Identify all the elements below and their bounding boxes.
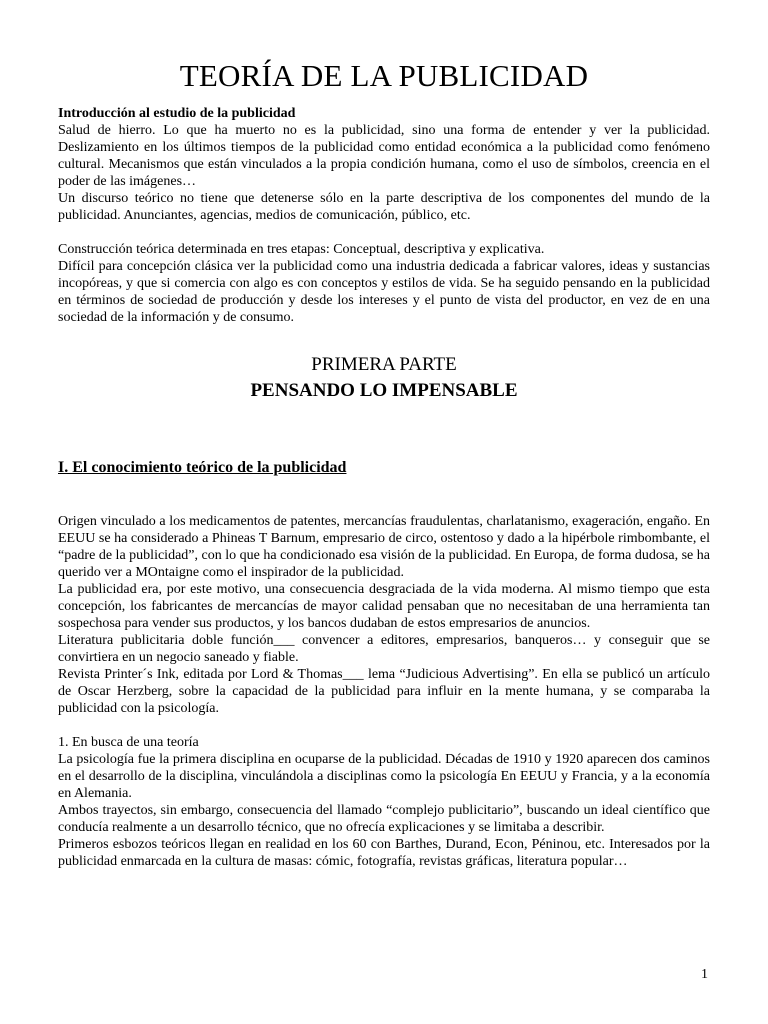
chapter-paragraph: La publicidad era, por este motivo, una consecuencia desgraciada de la vida moderna. Al mismo tiempo que esta concepción, los fabricantes de mercancías de mayor calidad pensaban que no necesitaban de una herramienta tan sospechosa para vender sus productos, y los bancos dudaban de estos empresarios de anuncios. (58, 582, 710, 631)
chapter-heading: I. El conocimiento teórico de la publicidad (58, 459, 347, 476)
part-title: PRIMERA PARTE (311, 354, 457, 375)
part-subtitle: PENSANDO LO IMPENSABLE (250, 380, 518, 401)
intro-paragraph: Salud de hierro. Lo que ha muerto no es la publicidad, sino una forma de entender y ver la publicidad. Deslizamiento en los últimos tiempos de la publicidad como entidad económica a la publicidad como fenómeno cultural. Mecanismos que están vinculados a la propia condición humana, como el uso de símbolos, creencia en el poder de las imágenes… (58, 123, 710, 189)
section-paragraph: La psicología fue la primera disciplina en ocuparse de la publicidad. Décadas de 1910 y 1920 aparecen dos caminos en el desarrollo de la disciplina, vinculándola a disciplinas como la psicología En EEUU y Francia, y a la economía en Alemania. (58, 752, 710, 801)
chapter-paragraph: Revista Printer´s Ink, editada por Lord & Thomas___ lema “Judicious Advertising”. En ella se publicó un artículo de Oscar Herzberg, sobre la capacidad de la publicidad para influir en la mente humana, y se comparaba la publicidad con la psicología. (58, 667, 710, 716)
paragraph-spacer (58, 224, 710, 241)
intro-paragraph: Un discurso teórico no tiene que detenerse sólo en la parte descriptiva de los componentes del mundo de la publicidad. Anunciantes, agencias, medios de comunicación, público, etc. (58, 191, 710, 223)
paragraph-spacer (58, 478, 710, 513)
intro-heading: Introducción al estudio de la publicidad (58, 106, 296, 121)
page-number: 1 (701, 967, 708, 982)
section-paragraph: Ambos trayectos, sin embargo, consecuencia del llamado “complejo publicitario”, buscando un ideal científico que conducía realmente a un desarrollo técnico, que no ofrecía explicaciones y se limitaba a describir. (58, 803, 710, 835)
chapter-paragraph: Origen vinculado a los medicamentos de patentes, mercancías fraudulentas, charlatanismo, exageración, engaño. En EEUU se ha considerado a Phineas T Barnum, empresario de circo, ostentoso y dado a la hipérbole rimbombante, el “padre de la publicidad”, con lo que ha condicionado esa visión de la publicidad. En Europa, de forma dudosa, se ha querido ver a MOntaigne como el inspirador de la publicidad. (58, 514, 710, 580)
construction-paragraph: Difícil para concepción clásica ver la publicidad como una industria dedicada a fabricar valores, ideas y sustancias incopóreas, y que si comercia con algo es con conceptos y estilos de vida. Se ha seguido pensando en la publicidad en términos de sociedad de producción y desde los intereses y el punto de vista del productor, en vez de en una sociedad de la información y de consumo. (58, 259, 710, 325)
document-page (58, 0, 710, 870)
document-title: TEORÍA DE LA PUBLICIDAD (179, 58, 589, 93)
construction-paragraph: Construcción teórica determinada en tres etapas: Conceptual, descriptiva y explicativa. (58, 242, 545, 257)
paragraph-spacer (58, 717, 710, 734)
section-paragraph: Primeros esbozos teóricos llegan en realidad en los 60 con Barthes, Durand, Econ, Péninou, etc. Interesados por la publicidad enmarcada en la cultura de masas: cómic, fotografía, revistas gráficas, literatura popular… (58, 837, 710, 869)
chapter-paragraph: Literatura publicitaria doble función___ convencer a editores, empresarios, banqueros… y conseguir que se convirtiera en un negocio saneado y fiable. (58, 633, 710, 665)
section-heading: 1. En busca de una teoría (58, 735, 199, 750)
